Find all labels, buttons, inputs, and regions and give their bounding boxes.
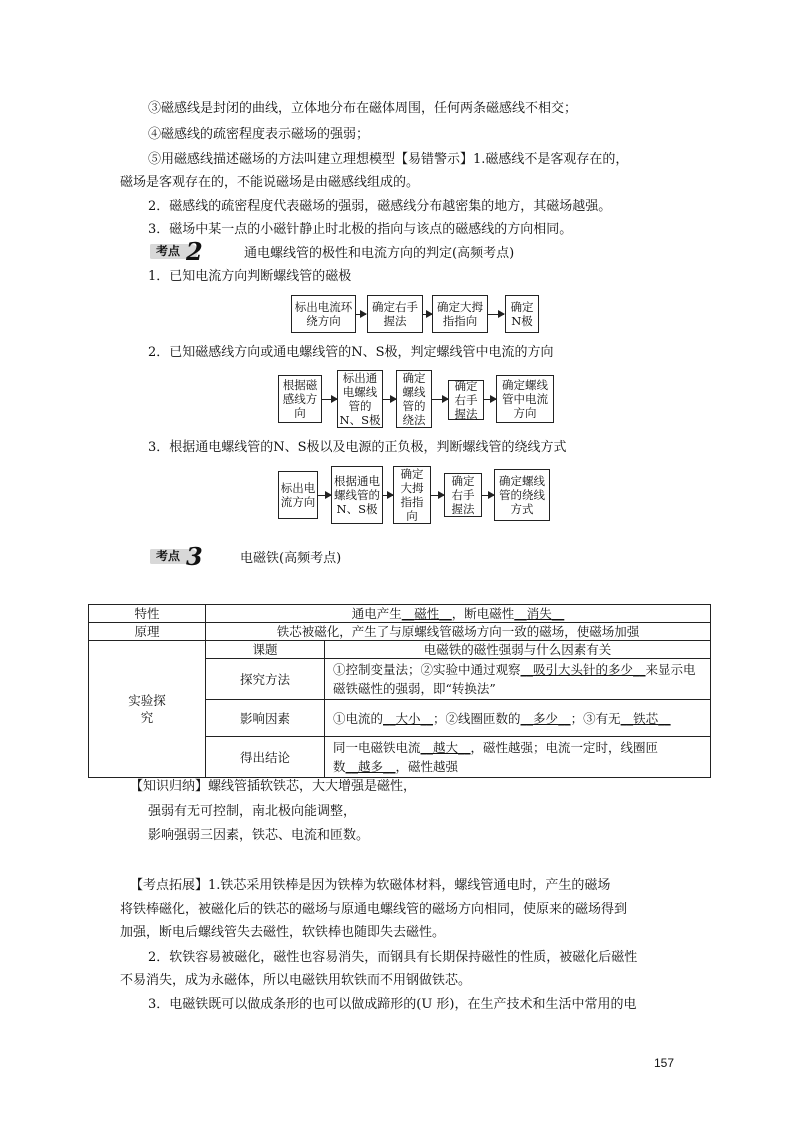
table-row: [89, 641, 711, 659]
summary-line: 影响强弱三因素，铁芯、电流和匝数。: [148, 828, 370, 843]
table-cell-label: 实验探究: [89, 641, 206, 778]
arrow-right-icon: [383, 495, 393, 496]
table-cell-label: 特性: [89, 605, 206, 623]
table-cell: 通电产生__磁性__，断电磁性__消失__: [206, 605, 711, 623]
table-cell: 电磁铁的磁性强弱与什么因素有关: [325, 641, 711, 659]
badge-label: 考点: [150, 244, 198, 259]
flow-box: 标出电流方向: [278, 471, 318, 519]
paragraph-line: 磁场是客观存在的，不能说磁场是由磁感线组成的。: [120, 175, 420, 190]
table-cell: 铁芯被磁化，产生了与原螺线管磁场方向一致的磁场，使磁场加强: [206, 623, 711, 641]
paragraph-line: ④磁感线的疏密程度表示磁场的强弱；: [148, 127, 370, 142]
summary-line: 【知识归纳】螺线管插软铁芯，大大增强是磁性，: [130, 779, 417, 794]
paragraph-line: ③磁感线是封闭的曲线，立体地分布在磁体周围，任何两条磁感线不相交；: [148, 101, 578, 116]
table-cell: 同一电磁铁电流__越大__，磁性越强；电流一定时，线圈匝 数__越多__，磁性越强: [325, 737, 711, 778]
arrow-right-icon: [318, 495, 331, 496]
flow-box: 根据磁感线方向: [278, 375, 322, 423]
badge-label: 考点: [150, 549, 198, 564]
table-row: [89, 623, 711, 641]
extension-line: 加强，断电后螺线管失去磁性，软铁棒也随即失去磁性。: [120, 925, 446, 940]
badge-number: 3: [186, 541, 203, 571]
table-cell-label: 影响因素: [206, 700, 325, 737]
flow-box: 确定右手握法: [444, 473, 482, 517]
extension-line: 3．电磁铁既可以做成条形的也可以做成蹄形的(U 形)，在生产技术和生活中常用的电: [148, 997, 637, 1012]
paragraph-line: 3．磁场中某一点的小磁针静止时北极的指向与该点的磁感线的方向相同。: [148, 222, 573, 237]
paragraph-line: ⑤用磁感线描述磁场的方法叫建立理想模型【易错警示】1.磁感线不是客观存在的，: [148, 152, 629, 167]
extension-line: 【考点拓展】1.铁芯采用铁棒是因为铁棒为软磁体材料，螺线管通电时，产生的磁场: [130, 878, 611, 893]
flow-box: 根据通电螺线管的N、S极: [331, 466, 383, 524]
table-cell: ①电流的__大小__；②线圈匝数的__多少__；③有无__铁芯__: [325, 700, 711, 737]
flow-box: 标出通电螺线管的N、S极: [337, 370, 383, 428]
flow-box: 确定右手握法: [367, 295, 423, 333]
flow-box: 确定N极: [505, 295, 539, 333]
table-cell-label: 原理: [89, 623, 206, 641]
flow-box: 标出电流环绕方向: [291, 295, 356, 333]
section-badge: [150, 541, 203, 571]
section-badge: [150, 236, 203, 266]
summary-line: 强弱有无可控制，南北极向能调整，: [148, 804, 357, 819]
extension-line: 不易消失，成为永磁体，所以电磁铁用软铁而不用钢做铁芯。: [120, 973, 472, 988]
flow-box: 确定大拇指指向: [393, 466, 431, 524]
flow-box: 确定右手握法: [448, 380, 484, 420]
flow-box: 确定大拇指指向: [432, 295, 488, 333]
badge-number: 2: [186, 236, 203, 266]
section-title: 电磁铁(高频考点): [240, 551, 342, 566]
arrow-right-icon: [423, 314, 432, 315]
flow-box: 确定螺线管的绕线方式: [494, 469, 550, 521]
extension-line: 将铁棒磁化，被磁化后的铁芯的磁场与原通电螺线管的磁场方向相同，使原来的磁场得到: [120, 902, 628, 917]
table-cell-label: 探究方法: [206, 659, 325, 700]
arrow-right-icon: [431, 495, 444, 496]
extension-line: 2．软铁容易被磁化，磁性也容易消失，而钢具有长期保持磁性的性质，被磁化后磁性: [148, 950, 638, 965]
section-title: 通电螺线管的极性和电流方向的判定(高频考点): [244, 246, 515, 261]
arrow-right-icon: [356, 314, 366, 315]
arrow-right-icon: [484, 399, 496, 400]
list-item: 1．已知电流方向判断螺线管的磁极: [148, 269, 352, 284]
page-number: 157: [654, 1056, 675, 1070]
list-item: 3．根据通电螺线管的N、S极以及电源的正负极，判断螺线管的绕线方式: [148, 440, 567, 455]
arrow-right-icon: [383, 399, 396, 400]
paragraph-line: 2．磁感线的疏密程度代表磁场的强弱，磁感线分布越密集的地方，其磁场越强。: [148, 199, 612, 214]
flow-box: 确定螺线管中电流方向: [496, 375, 554, 423]
flow-box: 确定螺线管的绕法: [396, 370, 432, 428]
arrow-right-icon: [488, 314, 504, 315]
electromagnet-table: [88, 604, 711, 778]
table-cell-label: 得出结论: [206, 737, 325, 778]
arrow-right-icon: [322, 399, 337, 400]
table-cell-label: 课题: [206, 641, 325, 659]
table-cell: ①控制变量法；②实验中通过观察__吸引大头针的多少__来显示电磁铁磁性的强弱，即“转换法”: [325, 659, 711, 700]
arrow-right-icon: [432, 399, 448, 400]
list-item: 2．已知磁感线方向或通电螺线管的N、S极，判定螺线管中电流的方向: [148, 345, 554, 360]
arrow-right-icon: [482, 495, 494, 496]
table-row: [89, 605, 711, 623]
